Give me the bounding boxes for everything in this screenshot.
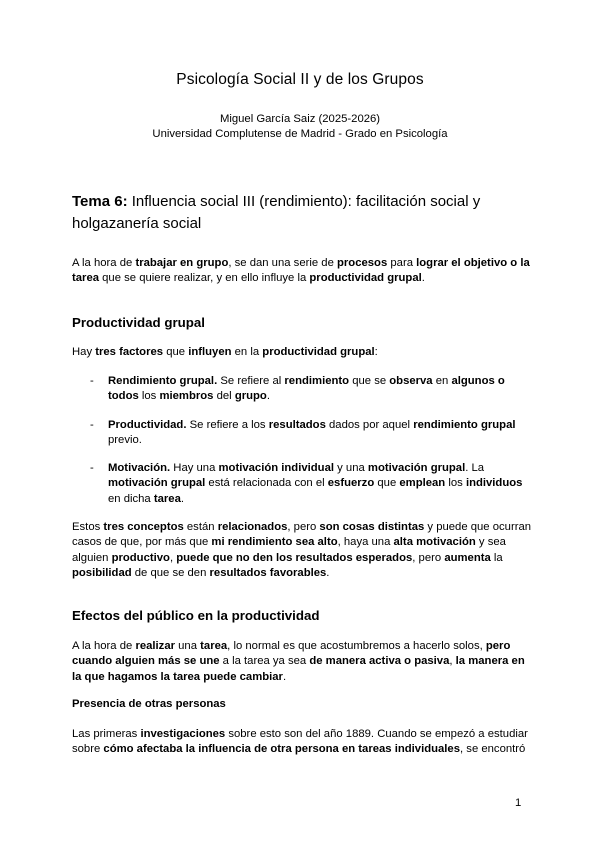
bold-text: algunos o todos [108, 375, 505, 403]
text-run: Las primeras [72, 728, 141, 740]
subheading-presencia: Presencia de otras personas [72, 698, 226, 710]
bold-text: motivación individual [218, 462, 334, 474]
text-run: y una [334, 462, 368, 474]
section2-paragraph [72, 639, 532, 685]
text-run: la [490, 551, 503, 564]
text-run: en dicha [108, 492, 154, 505]
text-run: . La [465, 462, 485, 474]
bullet-dash-2: - [90, 419, 94, 431]
bold-text: son cosas distintas [319, 521, 425, 533]
bold-text: tarea [153, 492, 181, 505]
text-run: , se encontró [460, 743, 526, 756]
bold-text: motivación grupal [108, 477, 206, 490]
text-run: de que se den [131, 566, 210, 579]
text-run: A la hora de [72, 257, 136, 269]
bold-text: esfuerzo [327, 477, 375, 490]
bold-text: lograr el objetivo o la tarea [72, 257, 530, 285]
text-run: que [163, 346, 189, 358]
bold-text: productividad grupal [262, 346, 375, 358]
text-run: los [138, 390, 160, 403]
text-run: y sea alguien [72, 536, 506, 564]
text-run: del [213, 390, 235, 403]
bullet-dash-1: - [90, 375, 94, 387]
section-heading-productividad: Productividad grupal [72, 315, 205, 330]
text-run: en [432, 375, 452, 387]
section1-closing [72, 520, 532, 581]
bold-text: alta motivación [393, 536, 476, 549]
author-line: Miguel García Saiz (2025-2026) [219, 113, 381, 125]
text-run: . [180, 492, 185, 505]
document-title: Psicología Social II y de los Grupos [176, 71, 424, 88]
intro-paragraph [72, 256, 532, 287]
bold-text: resultados [268, 419, 326, 431]
text-run: que se quiere realizar, y en ello influye la [99, 272, 310, 285]
bullet-rendimiento [108, 374, 528, 405]
bold-text: productividad grupal [309, 272, 422, 285]
text-run: en la [231, 346, 263, 358]
text-run: para [387, 257, 417, 269]
bold-text: tres factores [95, 346, 164, 358]
text-run: , pero [287, 521, 320, 533]
bold-text: Motivación. [108, 462, 171, 474]
bold-text: Rendimiento grupal. [108, 375, 218, 387]
bold-text: resultados favorables [209, 566, 327, 579]
bold-text: tres conceptos [103, 521, 184, 533]
bold-text: la manera en la que hagamos la tarea puede cambiar [72, 655, 525, 683]
text-run: . [282, 670, 287, 683]
bullet-motivacion [108, 461, 528, 507]
text-run: a la tarea ya sea [219, 655, 310, 668]
bold-text: trabajar en grupo [135, 257, 229, 269]
text-run: . [266, 390, 270, 403]
text-run: está relacionada con el [205, 477, 328, 490]
bold-text: posibilidad [72, 566, 132, 579]
university-line: Universidad Complutense de Madrid - Grado en Psicología [152, 128, 448, 140]
text-run: A la hora de [72, 640, 136, 652]
bold-text: mi rendimiento sea alto [211, 536, 338, 549]
bold-text: aumenta [444, 551, 491, 564]
text-run: : [374, 346, 378, 358]
bold-text: rendimiento [284, 375, 350, 387]
bold-text: pero cuando alguien más se une [72, 640, 511, 668]
bold-text: tarea [200, 640, 228, 652]
section-heading-efectos: Efectos del público en la productividad [72, 608, 320, 623]
text-run: . [326, 566, 330, 579]
bold-text: investigaciones [140, 728, 226, 740]
text-run: . [421, 272, 425, 285]
page-number: 1 [515, 797, 522, 809]
bold-text: grupo [234, 390, 267, 403]
text-run: están [183, 521, 218, 533]
text-run: , [169, 551, 177, 564]
text-run: , haya una [337, 536, 394, 549]
bold-text: productivo [111, 551, 170, 564]
bullet-dash-3: - [90, 462, 94, 474]
bullet-productividad [108, 418, 528, 449]
text-run: y puede que ocurran casos de que, por más que [72, 521, 532, 549]
text-run: que se [349, 375, 390, 387]
text-run: Hay una [170, 462, 219, 474]
text-run: , lo normal es que acostumbremos a hacerlo solos, [227, 640, 486, 652]
bold-text: rendimiento grupal [413, 419, 516, 431]
text-run: una [175, 640, 201, 652]
bold-text: influyen [188, 346, 232, 358]
text-run: Se refiere a los [186, 419, 269, 431]
bold-text: individuos [465, 477, 523, 490]
text-run: los [445, 477, 466, 490]
section2-paragraph-2 [72, 727, 532, 758]
section1-lead [72, 345, 532, 360]
text-run: que [374, 477, 400, 490]
text-run: Hay [72, 346, 96, 358]
text-run: previo. [108, 434, 142, 447]
text-run: dados por aquel [325, 419, 414, 431]
bold-text: emplean [399, 477, 446, 490]
bold-text: motivación grupal [367, 462, 466, 474]
text-run: Se refiere al [217, 375, 285, 387]
text-run: , [449, 655, 456, 668]
topic-heading [72, 191, 532, 235]
bold-text: miembros [159, 390, 214, 403]
text-run: sobre esto son del año 1889. Cuando se empezó a estudiar sobre [72, 728, 528, 756]
topic-label: Tema 6: [72, 193, 128, 210]
bold-text: Productividad. [108, 419, 187, 431]
bold-text: puede que no den los resultados esperados [176, 551, 413, 564]
bold-text: de manera activa o pasiva [309, 655, 450, 668]
bold-text: realizar [135, 640, 176, 652]
bold-text: procesos [337, 257, 388, 269]
text-run: Estos [72, 521, 104, 533]
topic-text: Influencia social III (rendimiento): facilitación social y holgazanería social [72, 193, 481, 232]
bold-text: observa [389, 375, 433, 387]
text-run: , pero [412, 551, 445, 564]
bold-text: relacionados [217, 521, 288, 533]
bold-text: cómo afectaba la influencia de otra persona en tareas individuales [103, 743, 461, 756]
text-run: , se dan una serie de [228, 257, 337, 269]
